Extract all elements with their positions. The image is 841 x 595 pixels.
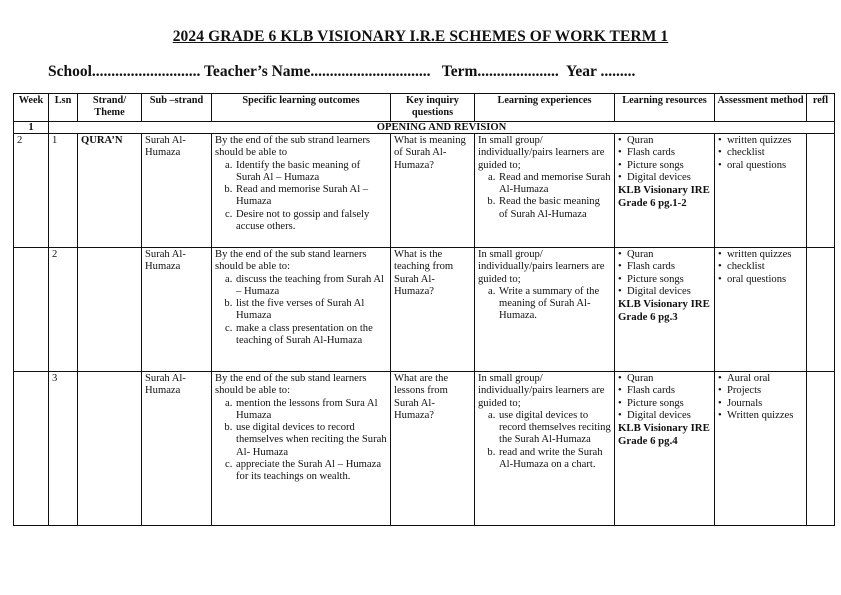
outcomes-intro: By the end of the sub strand learners should be able to bbox=[215, 135, 371, 159]
assessment-item: • written quizzes bbox=[727, 135, 803, 147]
experiences-intro: In small group/ individually/pairs learners are guided to; bbox=[478, 373, 605, 409]
experiences-cell bbox=[475, 248, 615, 372]
assessment-item: • Projects bbox=[727, 385, 803, 397]
sub-strand-cell: Surah Al-Humaza bbox=[142, 248, 212, 372]
resources-cell bbox=[615, 372, 715, 526]
header-outcomes: Specific learning outcomes bbox=[212, 94, 391, 122]
assessment-list bbox=[718, 249, 803, 286]
assessment-item: • written quizzes bbox=[727, 249, 803, 261]
outcome-item: c. make a class presentation on the teaching of Surah Al-Humaza bbox=[235, 323, 387, 348]
header-row bbox=[14, 94, 835, 122]
outcomes-intro: By the end of the sub stand learners should be able to: bbox=[215, 249, 367, 273]
assessment-list bbox=[718, 373, 803, 422]
outcome-item: c. Desire not to gossip and falsely accuse others. bbox=[235, 209, 387, 234]
resources-cell bbox=[615, 248, 715, 372]
resource-item: • Flash cards bbox=[627, 385, 711, 397]
opening-label: OPENING AND REVISION bbox=[49, 122, 835, 134]
resource-item: • Picture songs bbox=[627, 160, 711, 172]
reflection-cell bbox=[807, 134, 835, 248]
strand-cell bbox=[78, 248, 142, 372]
outcome-item: a. Identify the basic meaning of Surah Al – Humaza bbox=[235, 160, 387, 185]
header-learning-resources: Learning resources bbox=[615, 94, 715, 122]
experience-item: b. Read the basic meaning of Surah Al-Humaza bbox=[498, 196, 611, 221]
experiences-cell bbox=[475, 372, 615, 526]
reflection-cell bbox=[807, 248, 835, 372]
assessment-item: • Written quizzes bbox=[727, 410, 803, 422]
week-cell bbox=[14, 372, 49, 526]
opening-week: 1 bbox=[14, 122, 49, 134]
sub-strand-cell: Surah Al-Humaza bbox=[142, 372, 212, 526]
resource-item: • Quran bbox=[627, 249, 711, 261]
experiences-intro: In small group/ individually/pairs learners are guided to; bbox=[478, 249, 605, 285]
header-sub-strand: Sub –strand bbox=[142, 94, 212, 122]
week-cell: 2 bbox=[14, 134, 49, 248]
reflection-cell bbox=[807, 372, 835, 526]
assessment-item: • oral questions bbox=[727, 160, 803, 172]
lesson-cell: 1 bbox=[49, 134, 78, 248]
resource-item: • Quran bbox=[627, 135, 711, 147]
opening-row bbox=[14, 122, 835, 134]
experience-item: a. use digital devices to record themselves reciting the Surah Al-Humaza bbox=[498, 410, 611, 447]
experience-item: a. Write a summary of the meaning of Surah Al-Humaza. bbox=[498, 286, 611, 323]
outcomes-list bbox=[215, 160, 387, 234]
inquiry-question-cell: What is the teaching from Surah Al-Humaza? bbox=[391, 248, 475, 372]
experiences-list bbox=[478, 286, 611, 323]
resource-item: • Digital devices bbox=[627, 286, 711, 298]
lesson-cell: 3 bbox=[49, 372, 78, 526]
header-inquiry-questions: Key inquiry questions bbox=[391, 94, 475, 122]
header-lesson: Lsn bbox=[49, 94, 78, 122]
resource-item: • Flash cards bbox=[627, 261, 711, 273]
assessment-cell bbox=[715, 134, 807, 248]
experiences-intro: In small group/ individually/pairs learners are guided to; bbox=[478, 135, 605, 171]
header-strand: Strand/ Theme bbox=[78, 94, 142, 122]
outcome-item: b. Read and memorise Surah Al – Humaza bbox=[235, 184, 387, 209]
resource-reference: KLB Visionary IRE Grade 6 pg.3 bbox=[618, 298, 710, 323]
outcome-item: c. appreciate the Surah Al – Humaza for its teachings on wealth. bbox=[235, 459, 387, 484]
week-cell bbox=[14, 248, 49, 372]
outcome-item: a. discuss the teaching from Surah Al – Humaza bbox=[235, 274, 387, 299]
outcomes-cell bbox=[212, 372, 391, 526]
assessment-list bbox=[718, 135, 803, 172]
resource-item: • Digital devices bbox=[627, 172, 711, 184]
table-row bbox=[14, 372, 835, 526]
outcomes-cell bbox=[212, 248, 391, 372]
header-reflection: refl bbox=[807, 94, 835, 122]
outcome-item: b. use digital devices to record themselves when reciting the Surah Al- Humaza bbox=[235, 422, 387, 459]
outcome-item: b. list the five verses of Surah Al Humaza bbox=[235, 298, 387, 323]
table-row bbox=[14, 248, 835, 372]
assessment-item: • checklist bbox=[727, 261, 803, 273]
resources-cell bbox=[615, 134, 715, 248]
outcomes-list bbox=[215, 398, 387, 484]
resource-item: • Picture songs bbox=[627, 398, 711, 410]
document-title: 2024 GRADE 6 KLB VISIONARY I.R.E SCHEMES OF WORK TERM 1 bbox=[172, 28, 669, 45]
outcomes-list bbox=[215, 274, 387, 348]
resource-item: • Quran bbox=[627, 373, 711, 385]
resource-item: • Digital devices bbox=[627, 410, 711, 422]
header-assessment-method: Assessment method bbox=[715, 94, 807, 122]
table-row bbox=[14, 134, 835, 248]
experiences-list bbox=[478, 410, 611, 471]
resources-list bbox=[618, 249, 711, 298]
header-learning-experiences: Learning experiences bbox=[475, 94, 615, 122]
header-week: Week bbox=[14, 94, 49, 122]
resources-list bbox=[618, 135, 711, 184]
outcomes-intro: By the end of the sub stand learners should be able to: bbox=[215, 373, 367, 397]
strand-cell: QURA’N bbox=[78, 134, 142, 248]
inquiry-question-cell: What is meaning of Surah Al-Humaza? bbox=[391, 134, 475, 248]
outcomes-cell bbox=[212, 134, 391, 248]
experience-item: b. read and write the Surah Al-Humaza on a chart. bbox=[498, 447, 611, 472]
sub-strand-cell: Surah Al-Humaza bbox=[142, 134, 212, 248]
resource-item: • Flash cards bbox=[627, 147, 711, 159]
inquiry-question-cell: What are the lessons from Surah Al-Humaza? bbox=[391, 372, 475, 526]
scheme-of-work-table bbox=[13, 93, 835, 526]
document-meta-line: School............................ Teacher’s Name............................... Term..................... Year ......... bbox=[48, 63, 636, 80]
experiences-cell bbox=[475, 134, 615, 248]
lesson-cell: 2 bbox=[49, 248, 78, 372]
resources-list bbox=[618, 373, 711, 422]
strand-cell bbox=[78, 372, 142, 526]
resource-reference: KLB Visionary IRE Grade 6 pg.4 bbox=[618, 422, 710, 447]
assessment-item: • checklist bbox=[727, 147, 803, 159]
assessment-cell bbox=[715, 372, 807, 526]
assessment-cell bbox=[715, 248, 807, 372]
resource-item: • Picture songs bbox=[627, 274, 711, 286]
assessment-item: • Aural oral bbox=[727, 373, 803, 385]
outcome-item: a. mention the lessons from Sura Al Humaza bbox=[235, 398, 387, 423]
assessment-item: • oral questions bbox=[727, 274, 803, 286]
assessment-item: • Journals bbox=[727, 398, 803, 410]
experience-item: a. Read and memorise Surah Al-Humaza bbox=[498, 172, 611, 197]
resource-reference: KLB Visionary IRE Grade 6 pg.1-2 bbox=[618, 184, 710, 209]
experiences-list bbox=[478, 172, 611, 221]
